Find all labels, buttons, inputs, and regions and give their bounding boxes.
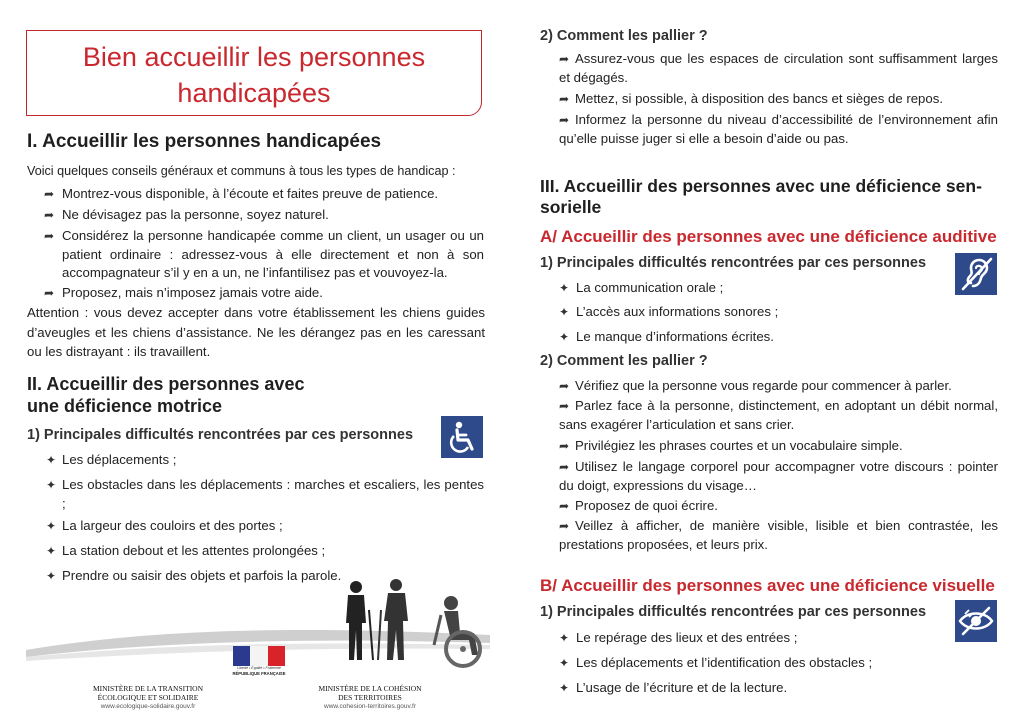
list-item: ➦ Proposez, mais n’imposez jamais votre aide. [46,284,484,303]
list-item: ✦ La station debout et les attentes prolongées ; [46,542,484,561]
star-bullet-icon: ✦ [46,519,57,533]
arrow-bullet-icon: ➦ [44,208,55,222]
page-title-line1: Bien accueillir les personnes [82,42,426,72]
section3a-sub2: 2) Comment les pallier ? [540,353,708,369]
star-bullet-icon: ✦ [46,544,57,558]
arrow-bullet-icon: ➦ [559,52,570,66]
arrow-bullet-icon: ➦ [559,460,570,474]
list-item: ➦ Veillez à afficher, de manière visible, lisible et bien contrastée, les prestations proposées, et leurs prix. [559,518,998,552]
section3b-sub1: 1) Principales difficultés rencontrées par ces personnes [540,604,927,620]
ministry2-name: MINISTÈRE DE LA COHÉSION DES TERRITOIRES [318,684,422,702]
star-bullet-icon: ✦ [559,305,570,319]
list-item: ✦ L’accès aux informations sonores ; [559,303,998,322]
arrow-bullet-icon: ➦ [559,113,570,127]
section2-heading-line1: II. Accueillir des personnes avec [27,374,305,394]
star-bullet-icon: ✦ [559,656,570,670]
list-item: ➦ Utilisez le langage corporel pour accompagner votre discours : pointer du doigt, expressions du visage… [559,459,998,493]
ministry1-url: www.ecologique-solidaire.gouv.fr [100,703,196,710]
arrow-bullet-icon: ➦ [559,439,570,453]
section3-heading-line2: sorielle [540,197,602,217]
list-item: ✦ L’usage de l’écriture et de la lecture. [559,679,998,698]
section2-sub1: 1) Principales difficultés rencontrées par ces personnes [27,427,414,443]
star-bullet-icon: ✦ [46,569,57,583]
star-bullet-icon: ✦ [559,281,570,295]
page-title-line2: handicapées [177,78,331,108]
section3a-sub1: 1) Principales difficultés rencontrées par ces personnes [540,255,927,271]
republique-logo: Liberté • Égalité • Fraternité RÉPUBLIQUE FRANÇAISE [233,646,285,676]
arrow-bullet-icon: ➦ [559,92,570,106]
ministry2-url: www.cohesion-territoires.gouv.fr [324,703,416,710]
list-item: ✦ La communication orale ; [559,279,998,298]
list-item: ✦ La largeur des couloirs et des portes ; [46,517,484,536]
list-item: ✦ Les déplacements ; [46,451,484,470]
list-item: ➦ Informez la personne du niveau d’accessibilité de l’environnement afin qu’elle puisse juger si elle a besoin d’aide ou pas. [559,112,998,146]
arrow-bullet-icon: ➦ [44,286,55,300]
list-item: ✦ Les obstacles dans les déplacements : marches et escaliers, les pentes ; [46,477,484,511]
star-bullet-icon: ✦ [559,681,570,695]
section1-heading: I. Accueillir les personnes handicapées [27,131,382,152]
star-bullet-icon: ✦ [559,330,570,344]
list-item: ➦ Privilégiez les phrases courtes et un vocabulaire simple. [559,437,998,456]
list-item: ✦ Le manque d’informations écrites. [559,328,998,347]
section2-heading-line2: une déficience motrice [27,396,223,416]
arrow-bullet-icon: ➦ [559,519,570,533]
arrow-bullet-icon: ➦ [559,379,570,393]
section3-heading-line1: III. Accueillir des personnes avec une déficience sen- [540,176,982,196]
list-item: ➦ Parlez face à la personne, distinctement, en adoptant un débit normal, sans exagérer l’articulation et sans crier. [559,398,998,432]
section3b-heading: B/ Accueillir des personnes avec une déficience visuelle [540,576,995,595]
ministry1-name: MINISTÈRE DE LA TRANSITION ÉCOLOGIQUE ET SOLIDAIRE [92,684,204,702]
page-title-box [26,30,482,116]
list-item: ➦ Vérifiez que la personne vous regarde pour commencer à parler. [559,377,998,396]
star-bullet-icon: ✦ [559,631,570,645]
list-item: ➦ Mettez, si possible, à disposition des bancs et sièges de repos. [559,90,998,109]
list-item: ✦ Le repérage des lieux et des entrées ; [559,629,998,648]
list-item: ➦ Ne dévisagez pas la personne, soyez naturel. [46,206,484,225]
list-item: ✦ Prendre ou saisir des objets et parfois la parole. [46,567,484,586]
list-item: ➦ Proposez de quoi écrire. [559,497,998,516]
arrow-bullet-icon: ➦ [44,229,55,243]
arrow-bullet-icon: ➦ [44,187,55,201]
star-bullet-icon: ✦ [46,453,57,467]
list-item: ✦ Les déplacements et l’identification des obstacles ; [559,654,998,673]
star-bullet-icon: ✦ [46,478,57,492]
section3a-heading: A/ Accueillir des personnes avec une déficience auditive [540,227,997,246]
list-item: ➦ Assurez-vous que les espaces de circulation sont suffisamment larges et dégagés. [559,51,998,85]
arrow-bullet-icon: ➦ [559,499,570,513]
section1-intro: Voici quelques conseils généraux et communs à tous les types de handicap : [27,164,456,178]
list-item: ➦ Considérez la personne handicapée comme un client, un usager ou un patient ordinaire : adressez-vous à elle directement et non à son accompagnateur s’il y en a un, ne l’infantilisez pas et vouvoyez-la. [44,228,484,280]
list-item: ➦ Montrez-vous disponible, à l’écoute et faites preuve de patience. [46,185,484,204]
section2-sub2: 2) Comment les pallier ? [540,28,708,44]
arrow-bullet-icon: ➦ [559,399,570,413]
section1-note: Attention : vous devez accepter dans votre établissement les chiens guides d’aveugles et les chiens d’assistance. Ne les dérangez pas en les caressant ou les distrayant : ils travaillent. [27,305,485,359]
